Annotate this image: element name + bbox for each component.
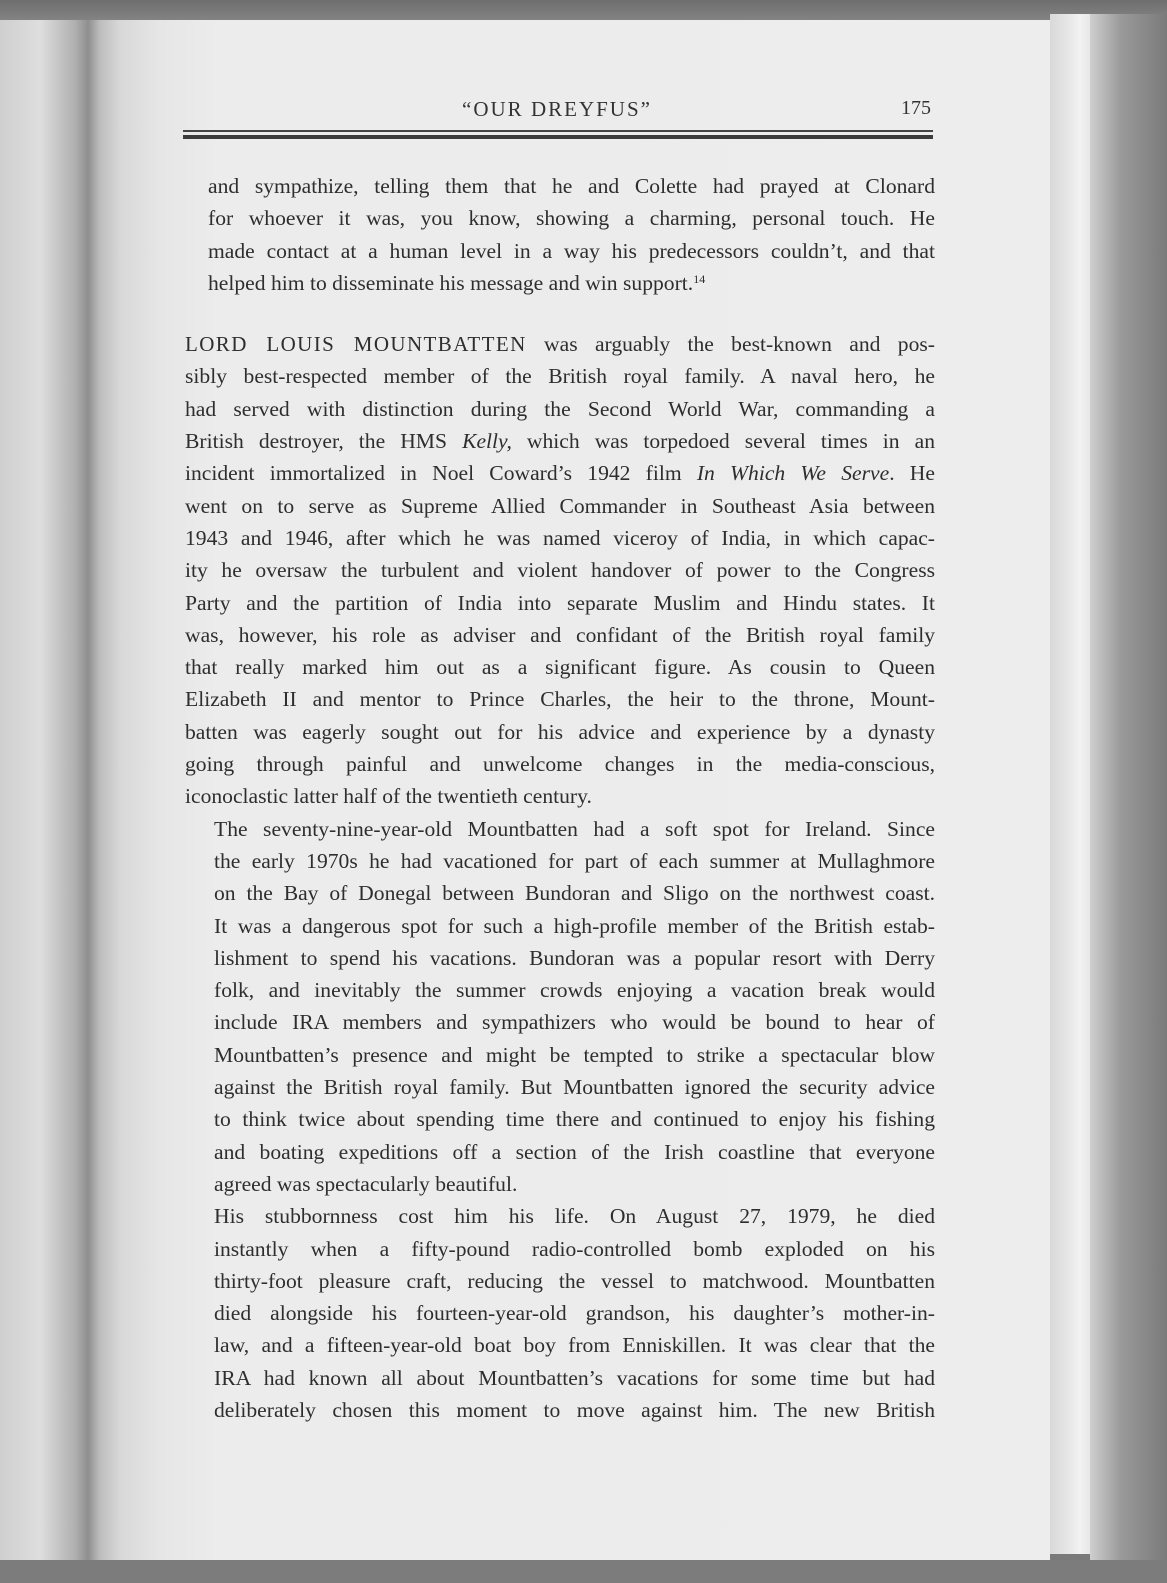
text-run: helped him to disseminate his message and win support.: [208, 270, 694, 295]
text-line: died alongside his fourteen-year-old grandson, his daughter’s mother-in-: [214, 1301, 935, 1326]
text-line: ity he oversaw the turbulent and violent handover of power to the Congress: [185, 558, 935, 583]
text-line: lishment to spend his vacations. Bundoran was a popular resort with Derry: [214, 945, 935, 970]
chapter-title: “OUR DREYFUS”: [462, 97, 652, 121]
page-number: 175: [901, 97, 931, 119]
text-run: was arguably the best-known and pos-: [526, 332, 935, 357]
text-line: that really marked him out as a significant figure. As cousin to Queen: [185, 655, 935, 680]
text-line: [185, 328, 935, 360]
text-line: was, however, his role as adviser and confidant of the British royal family: [185, 622, 935, 647]
text-line: It was a dangerous spot for such a high-profile member of the British estab-: [214, 913, 935, 938]
body-text: [185, 170, 935, 1426]
text-line: thirty-foot pleasure craft, reducing the vessel to matchwood. Mountbatten: [214, 1268, 935, 1293]
text-line: law, and a fifteen-year-old boat boy from Enniskillen. It was clear that the: [214, 1333, 935, 1358]
text-run: incident immortalized in Noel Coward’s 1942 film: [185, 461, 697, 486]
ship-name-italic: Kelly,: [462, 429, 512, 454]
text-line: include IRA members and sympathizers who would be bound to hear of: [214, 1010, 935, 1035]
text-run: British destroyer, the HMS: [185, 429, 463, 454]
text-line: Mountbatten’s presence and might be tempted to strike a spectacular blow: [214, 1042, 935, 1067]
text-line: iconoclastic latter half of the twentieth century.: [185, 784, 592, 809]
text-line: on the Bay of Donegal between Bundoran and Sligo on the northwest coast.: [214, 881, 935, 906]
scan-background-bottom: [0, 1560, 1167, 1583]
paragraph-ireland: [208, 813, 935, 1201]
paragraph-death: [208, 1200, 935, 1426]
film-title-italic: In Which We Serve: [696, 461, 890, 486]
text-line: instantly when a fifty-pound radio-controlled bomb exploded on his: [214, 1236, 935, 1261]
text-line: made contact at a human level in a way his predecessors couldn’t, and that: [208, 238, 935, 263]
text-line: went on to serve as Supreme Allied Commander in Southeast Asia between: [185, 493, 935, 518]
text-line: and sympathize, telling them that he and Colette had prayed at Clonard: [208, 174, 935, 198]
text-line: [208, 267, 935, 299]
paragraph-continued: [208, 170, 935, 299]
text-line: to think twice about spending time there and continued to enjoy his fishing: [214, 1107, 935, 1132]
header-rule-thick: [183, 135, 933, 139]
scan-background-top: [0, 0, 1167, 22]
text-line: His stubbornness cost him his life. On August 27, 1979, he died: [214, 1204, 935, 1229]
text-line: and boating expeditions off a section of the Irish coastline that everyone: [214, 1139, 935, 1164]
text-line: going through painful and unwelcome changes in the media-conscious,: [185, 752, 935, 777]
text-line: the early 1970s he had vacationed for part of each summer at Mullaghmore: [214, 848, 935, 873]
text-line: batten was eagerly sought out for his advice and experience by a dynasty: [185, 719, 935, 744]
footnote-reference: 14: [693, 271, 706, 286]
section-paragraph-mountbatten: [185, 328, 935, 812]
text-line: IRA had known all about Mountbatten’s vacations for some time but had: [214, 1365, 935, 1390]
text-line: [185, 457, 935, 489]
header-rule-thin: [183, 130, 933, 132]
text-run: which was torpedoed several times in an: [511, 429, 935, 454]
small-caps-lead-in: LORD LOUIS MOUNTBATTEN: [185, 332, 527, 357]
text-line: deliberately chosen this moment to move against him. The new British: [214, 1397, 935, 1422]
text-line: agreed was spectacularly beautiful.: [214, 1171, 518, 1196]
text-run: . He: [889, 461, 935, 486]
text-line: [185, 425, 935, 457]
text-line: The seventy-nine-year-old Mountbatten had a soft spot for Ireland. Since: [214, 816, 935, 841]
text-line: 1943 and 1946, after which he was named viceroy of India, in which capac-: [185, 525, 935, 550]
text-line: Party and the partition of India into separate Muslim and Hindu states. It: [185, 590, 935, 615]
text-line: Elizabeth II and mentor to Prince Charles, the heir to the throne, Mount-: [185, 687, 935, 712]
running-head: [183, 97, 931, 127]
text-line: had served with distinction during the Second World War, commanding a: [185, 396, 935, 421]
text-line: sibly best-respected member of the British royal family. A naval hero, he: [185, 364, 935, 389]
book-edge-shadow: [1090, 14, 1167, 1583]
text-line: folk, and inevitably the summer crowds enjoying a vacation break would: [214, 978, 935, 1003]
text-line: against the British royal family. But Mountbatten ignored the security advice: [214, 1075, 935, 1100]
text-line: for whoever it was, you know, showing a charming, personal touch. He: [208, 206, 935, 231]
